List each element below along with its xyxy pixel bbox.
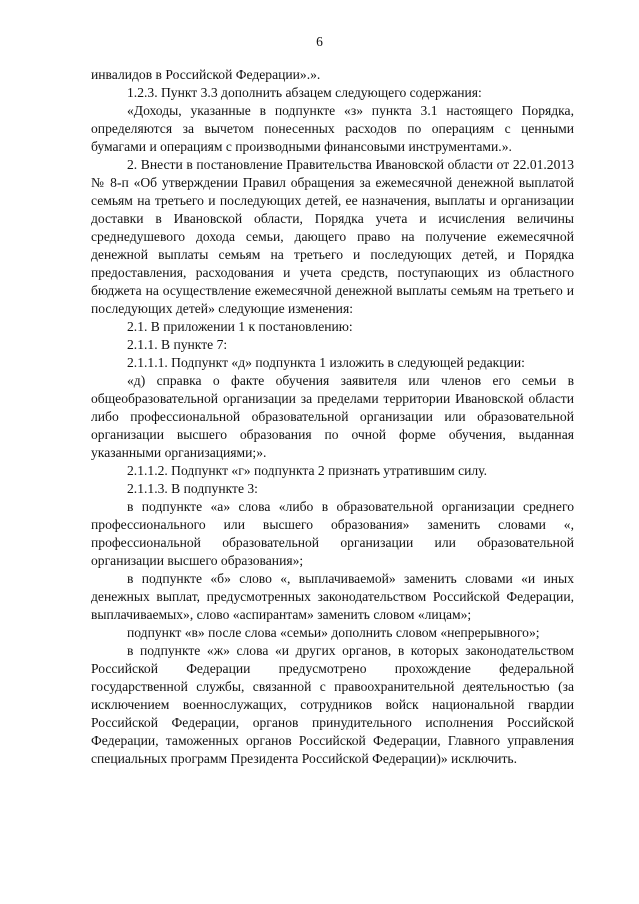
paragraph: «д) справка о факте обучения заявителя или членов его семьи в общеобразовательной организации за пределами территории Ивановской области либо профессиональной образовательной организации или образовательной организации высшего образования по очной форме обучения, выданная указанными организациями;». — [91, 373, 574, 460]
paragraph: 2.1. В приложении 1 к постановлению: — [127, 319, 353, 334]
paragraph: «Доходы, указанные в подпункте «з» пункта 3.1 настоящего Порядка, определяются за вычетом понесенных расходов по операциям с ценными бумагами и операциям с производными финансовыми инструментами.». — [91, 103, 574, 154]
paragraph: в подпункте «ж» слова «и других органов, в которых законодательством Российской Федерации предусмотрено прохождение федеральной государственной службы, связанной с правоохранительной деятельностью (за исключением военнослужащих, сотрудников войск национальной гвардии Российской Федерации, органов принудительного исполнения Российской Федерации, таможенных органов Российской Федерации, Главного управления специальных программ Президента Российской Федерации)» исключить. — [91, 643, 574, 766]
page-number: 6 — [316, 34, 323, 49]
document-body — [91, 66, 574, 768]
paragraph: 2.1.1.2. Подпункт «г» подпункта 2 признать утратившим силу. — [127, 463, 487, 478]
paragraph: 2.1.1. В пункте 7: — [127, 337, 228, 352]
paragraph: 1.2.3. Пункт 3.3 дополнить абзацем следующего содержания: — [127, 85, 482, 100]
paragraph: в подпункте «б» слово «, выплачиваемой» заменить словами «и иных денежных выплат, предусмотренных законодательством Российской Федерации, выплачиваемых», слово «аспирантам» заменить словом «лицам»; — [91, 571, 574, 622]
paragraph: подпункт «в» после слова «семьи» дополнить словом «непрерывного»; — [127, 625, 540, 640]
paragraph: в подпункте «а» слова «либо в образовательной организации среднего профессионального или высшего образования» заменить словами «, профессиональной образовательной организации или образовательной организации высшего образования»; — [91, 499, 574, 568]
paragraph: 2.1.1.3. В подпункте 3: — [127, 481, 258, 496]
paragraph: 2. Внести в постановление Правительства Ивановской области от 22.01.2013 № 8-п «Об утверждении Правил обращения за ежемесячной денежной выплатой семьям на третьего и последующих детей, ее назначения, выплаты и организации доставки в Ивановской области, Порядка учета и исчисления величины среднедушевого дохода семьи, дающего право на получение ежемесячной денежной выплаты семьям на третьего и последующих детей, и Порядка предоставления, расходования и учета средств, поступающих из областного бюджета на осуществление ежемесячной денежной выплаты семьям на третьего и последующих детей» следующие изменения: — [91, 157, 574, 316]
paragraph: инвалидов в Российской Федерации».». — [91, 67, 321, 82]
paragraph: 2.1.1.1. Подпункт «д» подпункта 1 изложить в следующей редакции: — [127, 355, 525, 370]
